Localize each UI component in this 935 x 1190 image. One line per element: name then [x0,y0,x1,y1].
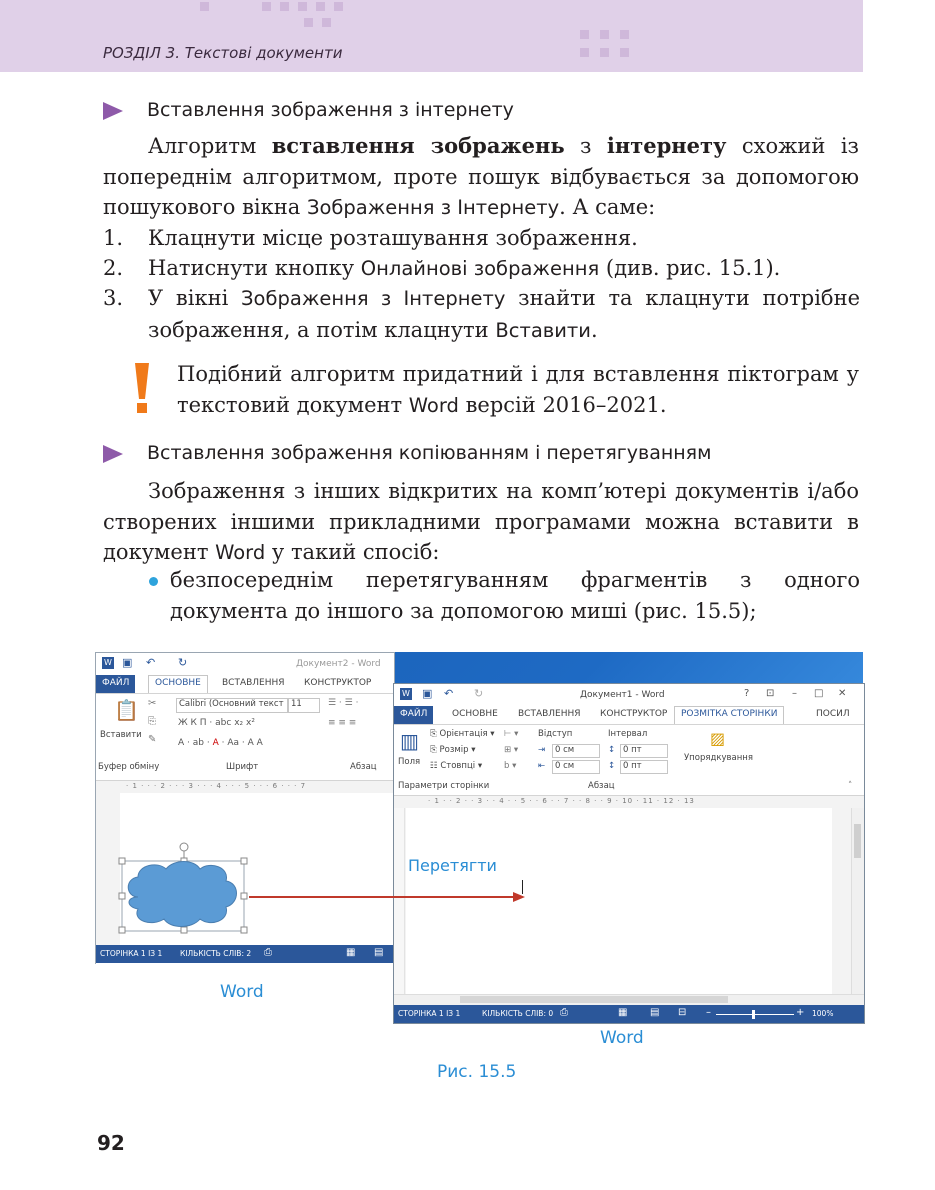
spacing-before-icon: ↕ [608,745,616,755]
section-title: РОЗДІЛ 3. Текстові документи [103,44,343,62]
decor-square [580,30,589,39]
decor-square [620,30,629,39]
save-icon[interactable]: ▣ [122,656,133,669]
print-layout-icon[interactable]: ▤ [374,947,384,958]
spacing-after-field[interactable]: 0 пт [620,760,668,774]
read-mode-icon[interactable]: ▦ [618,1007,628,1018]
indent-right-icon: ⇤ [538,761,546,771]
tab-file[interactable]: ФАЙЛ [394,706,433,724]
zoom-out-icon[interactable]: – [706,1007,711,1018]
tab-home[interactable]: ОСНОВНЕ [452,709,498,719]
section-heading-drag: Вставлення зображення копіюванням і перетягуванням [147,442,712,464]
figure-15-5 [95,652,863,1024]
size-button[interactable]: ⎘ Розмір ▾ [430,745,476,755]
group-paragraph: Абзац [350,762,377,772]
tab-design[interactable]: КОНСТРУКТОР [600,709,668,719]
tab-design[interactable]: КОНСТРУКТОР [304,678,372,688]
proofing-icon[interactable]: ⎙ [264,947,272,958]
bullet-icon [149,577,158,586]
paste-icon[interactable]: 📋 [114,698,139,722]
exclamation-icon [132,363,152,415]
list-buttons[interactable]: ☰ · ☰ · [328,698,359,708]
tab-home[interactable]: ОСНОВНЕ [148,675,208,693]
spacing-after-icon: ↕ [608,761,616,771]
align-buttons[interactable]: ≡ ≡ ≡ [328,718,357,728]
section-marker-icon [103,445,123,463]
zoom-in-icon[interactable]: + [796,1007,805,1018]
breaks-icon[interactable]: ⊢ ▾ [504,729,519,739]
columns-button[interactable]: ☷ Стовпці ▾ [430,761,483,771]
word-logo-icon: W [400,688,412,700]
font-color-buttons[interactable]: A · ab · A · Aa · A A [178,738,263,748]
zoom-level: 100% [812,1009,834,1018]
drag-arrow [95,652,863,1024]
tab-references[interactable]: ПОСИЛ [816,709,850,719]
tab-file[interactable]: ФАЙЛ [96,675,135,693]
ribbon-display-icon[interactable]: ⊡ [766,688,775,699]
decor-square [600,30,609,39]
font-style-buttons[interactable]: Ж К П · abc x₂ x² [178,718,255,728]
decor-square [280,2,289,11]
decor-square [322,18,331,27]
decor-square [304,18,313,27]
redo-icon[interactable]: ↻ [178,656,188,669]
window2-status-page: СТОРІНКА 1 ІЗ 1 [398,1009,461,1018]
indent-left-icon: ⇥ [538,745,546,755]
decor-square [298,2,307,11]
indent-label: Відступ [538,729,573,739]
window1-caption: Word [220,982,264,1002]
indent-left-field[interactable]: 0 см [552,744,600,758]
window2-caption: Word [600,1028,644,1048]
note-text: Подібний алгоритм придатний і для вставлення піктограм у текстовий документ Word версій 2016–2021. [177,362,859,417]
section-marker-icon [103,102,123,120]
undo-icon[interactable]: ↶ [444,687,454,700]
hyphenation-icon[interactable]: b ▾ [504,761,517,771]
group-paragraph: Абзац [588,781,615,791]
arrange-icon[interactable]: ▨ [710,729,726,748]
help-icon[interactable]: ? [744,688,750,699]
decor-square [334,2,343,11]
decor-square [200,2,209,11]
redo-icon[interactable]: ↻ [474,687,484,700]
collapse-ribbon-icon[interactable]: ˄ [848,781,853,791]
window1-title: Документ2 - Word [296,659,381,669]
web-layout-icon[interactable]: ⊟ [678,1007,687,1018]
spacing-before-field[interactable]: 0 пт [620,744,668,758]
read-mode-icon[interactable]: ▦ [346,947,356,958]
decor-square [316,2,325,11]
decor-square [620,48,629,57]
tab-insert[interactable]: ВСТАВЛЕННЯ [222,678,285,688]
intro-paragraph: Алгоритм вставлення зображень з інтернету схожий із попереднім алгоритмом, проте пошук відбувається за допомогою пошукового вікна Зображення з Інтернету. А саме: [103,133,859,219]
indent-right-field[interactable]: 0 см [552,760,600,774]
save-icon[interactable]: ▣ [422,687,433,700]
decor-square [580,48,589,57]
proofing-icon[interactable]: ⎙ [560,1007,568,1018]
maximize-icon[interactable]: □ [814,688,824,699]
font-size-select[interactable]: 11 [288,698,320,713]
margins-label[interactable]: Поля [398,757,421,767]
close-icon[interactable]: ✕ [838,688,847,699]
window1-ruler: · 1 · · · 2 · · · 3 · · · 4 · · · 5 · · · 6 · · · 7 [96,781,394,793]
arrange-button[interactable]: Упорядкування [684,753,753,763]
paste-label[interactable]: Вставити [100,730,142,740]
page-number: 92 [97,1131,125,1155]
margins-icon[interactable]: ▥ [400,729,419,753]
cut-icon[interactable]: ✂ [148,698,157,709]
drag-paragraph: Зображення з інших відкритих на комп’ютері документів і/або створених іншими прикладними програмами можна вставити в документ Word у такий спосіб: [103,479,859,564]
group-font: Шрифт [226,762,259,772]
header-band [0,0,863,72]
window2-status-words: КІЛЬКІСТЬ СЛІВ: 0 [482,1009,554,1018]
undo-icon[interactable]: ↶ [146,656,156,669]
tab-page-layout[interactable]: РОЗМІТКА СТОРІНКИ [674,706,784,724]
section-heading-internet: Вставлення зображення з інтернету [147,99,514,121]
format-painter-icon[interactable]: ✎ [148,734,157,745]
window2-title: Документ1 - Word [580,690,665,700]
print-layout-icon[interactable]: ▤ [650,1007,660,1018]
drag-label: Перетягти [408,856,497,875]
tab-insert[interactable]: ВСТАВЛЕННЯ [518,709,581,719]
spacing-label: Інтервал [608,729,648,739]
copy-icon[interactable]: ⎘ [148,716,156,727]
window1-status-page: СТОРІНКА 1 ІЗ 1 [100,949,163,958]
font-name-select[interactable]: Calibri (Основний текст [176,698,288,713]
word-logo-icon: W [102,657,114,669]
orientation-button[interactable]: ⎘ Орієнтація ▾ [430,729,495,739]
figure-caption: Рис. 15.5 [437,1062,517,1082]
line-numbers-icon[interactable]: ⊞ ▾ [504,745,519,755]
minimize-icon[interactable]: – [792,688,797,699]
decor-square [262,2,271,11]
window2-ruler: · 1 · · 2 · · 3 · · 4 · · 5 · · 6 · · 7 · · 8 · · 9 · 10 · 11 · 12 · 13 [394,796,864,808]
window1-status-words: КІЛЬКІСТЬ СЛІВ: 2 [180,949,252,958]
group-page-setup: Параметри сторінки [398,781,490,791]
group-clipboard: Буфер обміну [98,762,160,772]
decor-square [600,48,609,57]
